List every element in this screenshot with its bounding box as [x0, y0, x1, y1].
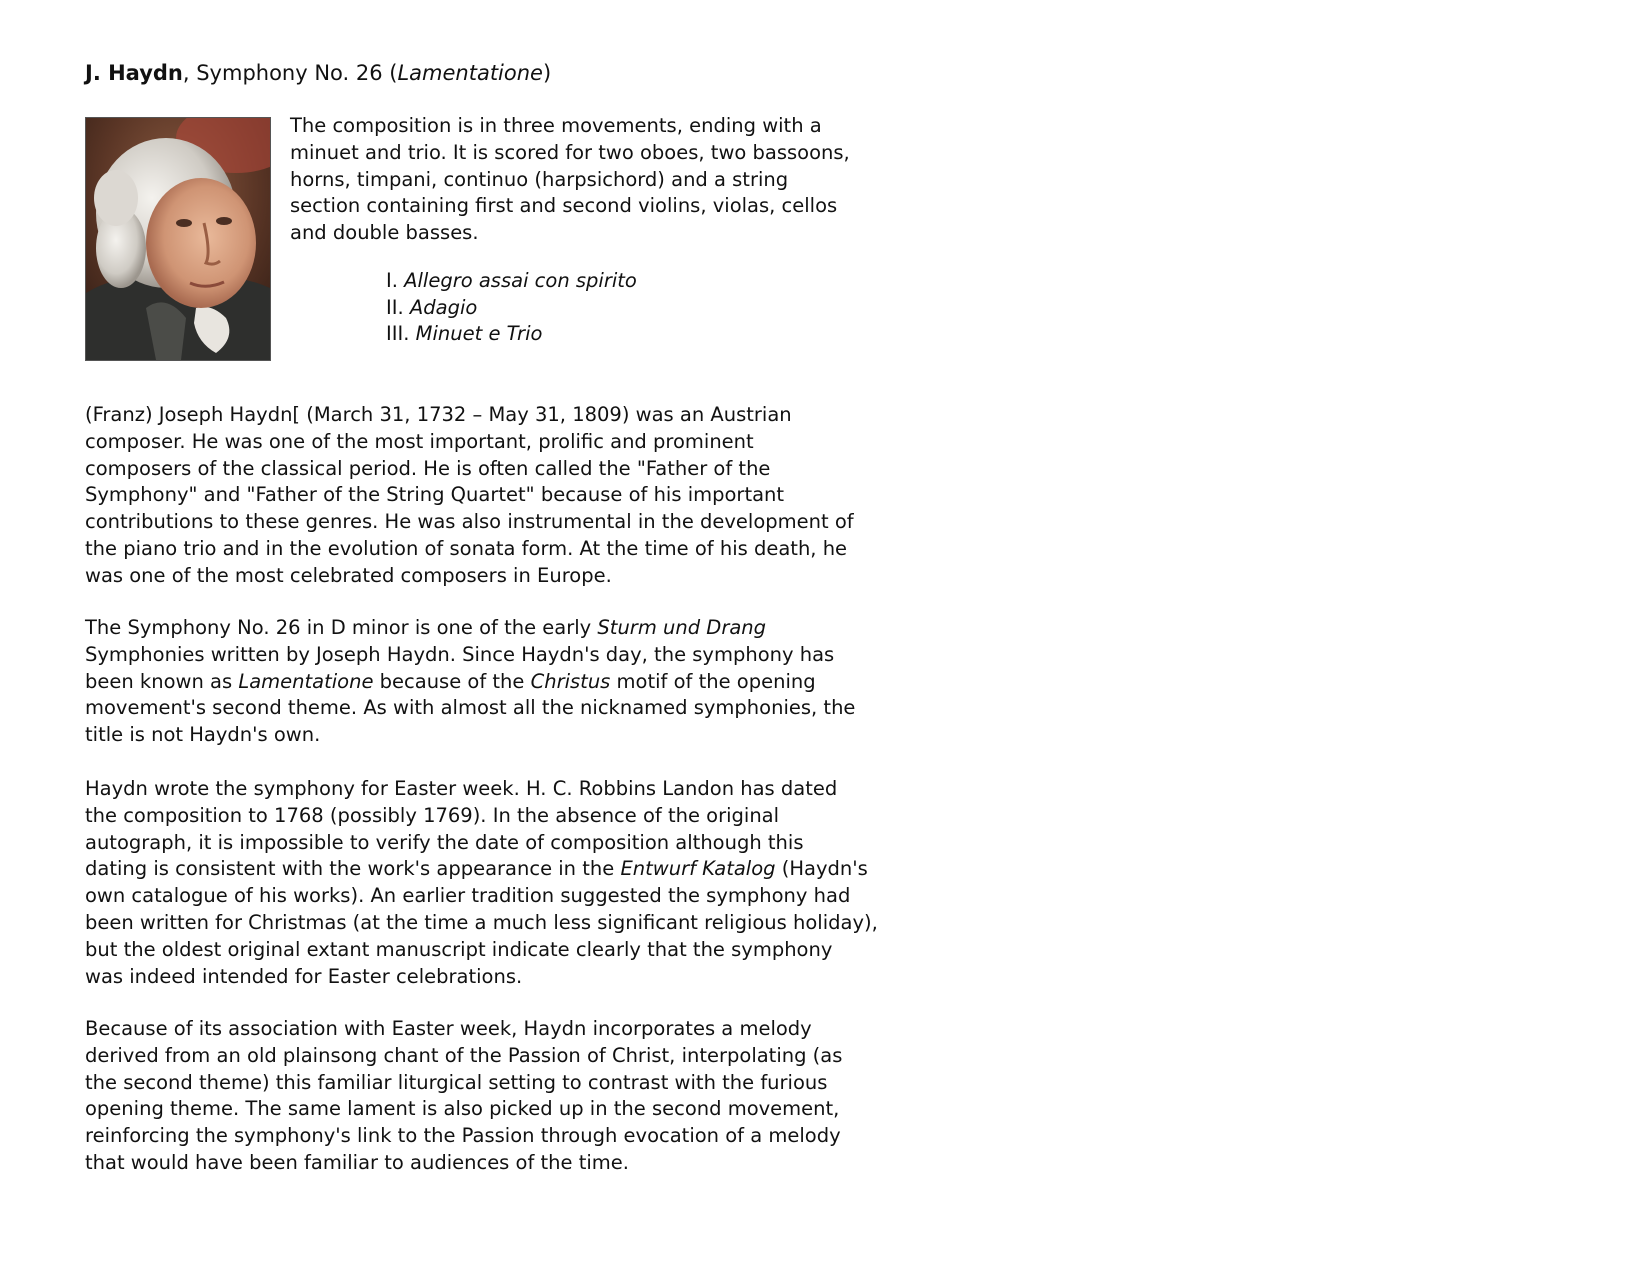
title-composer: J. Haydn — [85, 61, 183, 85]
text-line: title is not Haydn's own. — [85, 723, 321, 747]
movement-title: Adagio — [409, 295, 478, 319]
text-line — [85, 856, 868, 883]
easter-paragraph — [85, 1016, 843, 1177]
movement-item — [386, 295, 637, 322]
text-line: Because of its association with Easter week, Haydn incorporates a melody — [85, 1017, 812, 1040]
text-line: the composition to 1768 (possibly 1769). In the absence of the original — [85, 803, 780, 827]
text-line: Symphony" and "Father of the String Quartet" because of his important — [85, 483, 785, 507]
text-line: movement's second theme. As with almost all the nicknamed symphonies, the — [85, 696, 856, 720]
text-line: that would have been familiar to audiences of the time. — [85, 1150, 629, 1174]
text-run: (Haydn's — [775, 857, 868, 881]
text-line: autograph, it is impossible to verify the date of composition although this — [85, 830, 804, 854]
text-line: Symphonies written by Joseph Haydn. Since Haydn's day, the symphony has — [85, 642, 835, 666]
text-line — [85, 615, 825, 642]
text-run-italic: Sturm und Drang — [597, 616, 767, 639]
symphony-paragraph — [85, 615, 856, 749]
movement-item — [386, 268, 637, 295]
text-line: the second theme) this familiar liturgical setting to contrast with the furious — [85, 1070, 828, 1094]
movement-numeral: II. — [386, 295, 410, 319]
movement-title: Minuet e Trio — [415, 322, 543, 345]
title-middle: , Symphony No. 26 ( — [182, 61, 398, 85]
text-line: derived from an old plainsong chant of the Passion of Christ, interpolating (as — [85, 1043, 843, 1067]
biography-paragraph — [85, 402, 854, 590]
movement-numeral: III. — [386, 322, 416, 345]
text-line: but the oldest original extant manuscript indicate clearly that the symphony — [85, 937, 833, 961]
text-run: been known as — [85, 669, 239, 693]
text-line — [85, 669, 825, 696]
text-run: because of the — [373, 669, 531, 693]
text-line: Haydn wrote the symphony for Easter week. H. C. Robbins Landon has dated — [85, 777, 838, 800]
text-run-italic: Lamentatione — [238, 669, 374, 693]
intro-line: The composition is in three movements, ending with a — [290, 114, 822, 137]
text-run: The Symphony No. 26 in D minor is one of the early — [85, 616, 598, 639]
movement-numeral: I. — [386, 269, 405, 292]
text-line: (Franz) Joseph Haydn[ (March 31, 1732 – May 31, 1809) was an Austrian — [85, 403, 792, 426]
text-line: composer. He was one of the most important, prolific and prominent — [85, 429, 754, 453]
text-line: own catalogue of his works). An earlier tradition suggested the symphony had — [85, 884, 851, 908]
text-run: motif of the opening — [610, 669, 816, 693]
text-line: was indeed intended for Easter celebrations. — [85, 964, 523, 988]
movement-list — [386, 268, 637, 348]
title-nickname: Lamentatione — [397, 61, 543, 85]
intro-line: horns, timpani, continuo (harpsichord) and a string — [290, 167, 789, 191]
text-run: dating is consistent with the work's appearance in the — [85, 857, 621, 881]
intro-line: and double basses. — [290, 221, 479, 245]
text-line: the piano trio and in the evolution of sonata form. At the time of his death, he — [85, 536, 848, 560]
text-run-italic: Christus — [530, 669, 611, 693]
movement-item — [386, 321, 637, 348]
dating-paragraph — [85, 776, 878, 990]
intro-line: minuet and trio. It is scored for two oboes, two bassoons, — [290, 140, 850, 164]
text-line: opening theme. The same lament is also picked up in the second movement, — [85, 1097, 840, 1121]
text-line: reinforcing the symphony's link to the Passion through evocation of a melody — [85, 1124, 841, 1148]
text-line: was one of the most celebrated composers in Europe. — [85, 563, 612, 587]
text-line: composers of the classical period. He is often called the "Father of the — [85, 456, 771, 480]
intro-paragraph — [290, 113, 850, 247]
text-line: been written for Christmas (at the time a much less significant religious holiday), — [85, 910, 878, 934]
text-line: contributions to these genres. He was also instrumental in the development of — [85, 510, 854, 534]
intro-line: section containing first and second violins, violas, cellos — [290, 194, 838, 218]
movement-title: Allegro assai con spirito — [404, 269, 637, 292]
haydn-portrait — [85, 117, 271, 361]
title-close: ) — [542, 61, 552, 85]
portrait-image — [86, 118, 270, 360]
page-title — [85, 58, 551, 88]
text-run-italic: Entwurf Katalog — [620, 857, 776, 881]
